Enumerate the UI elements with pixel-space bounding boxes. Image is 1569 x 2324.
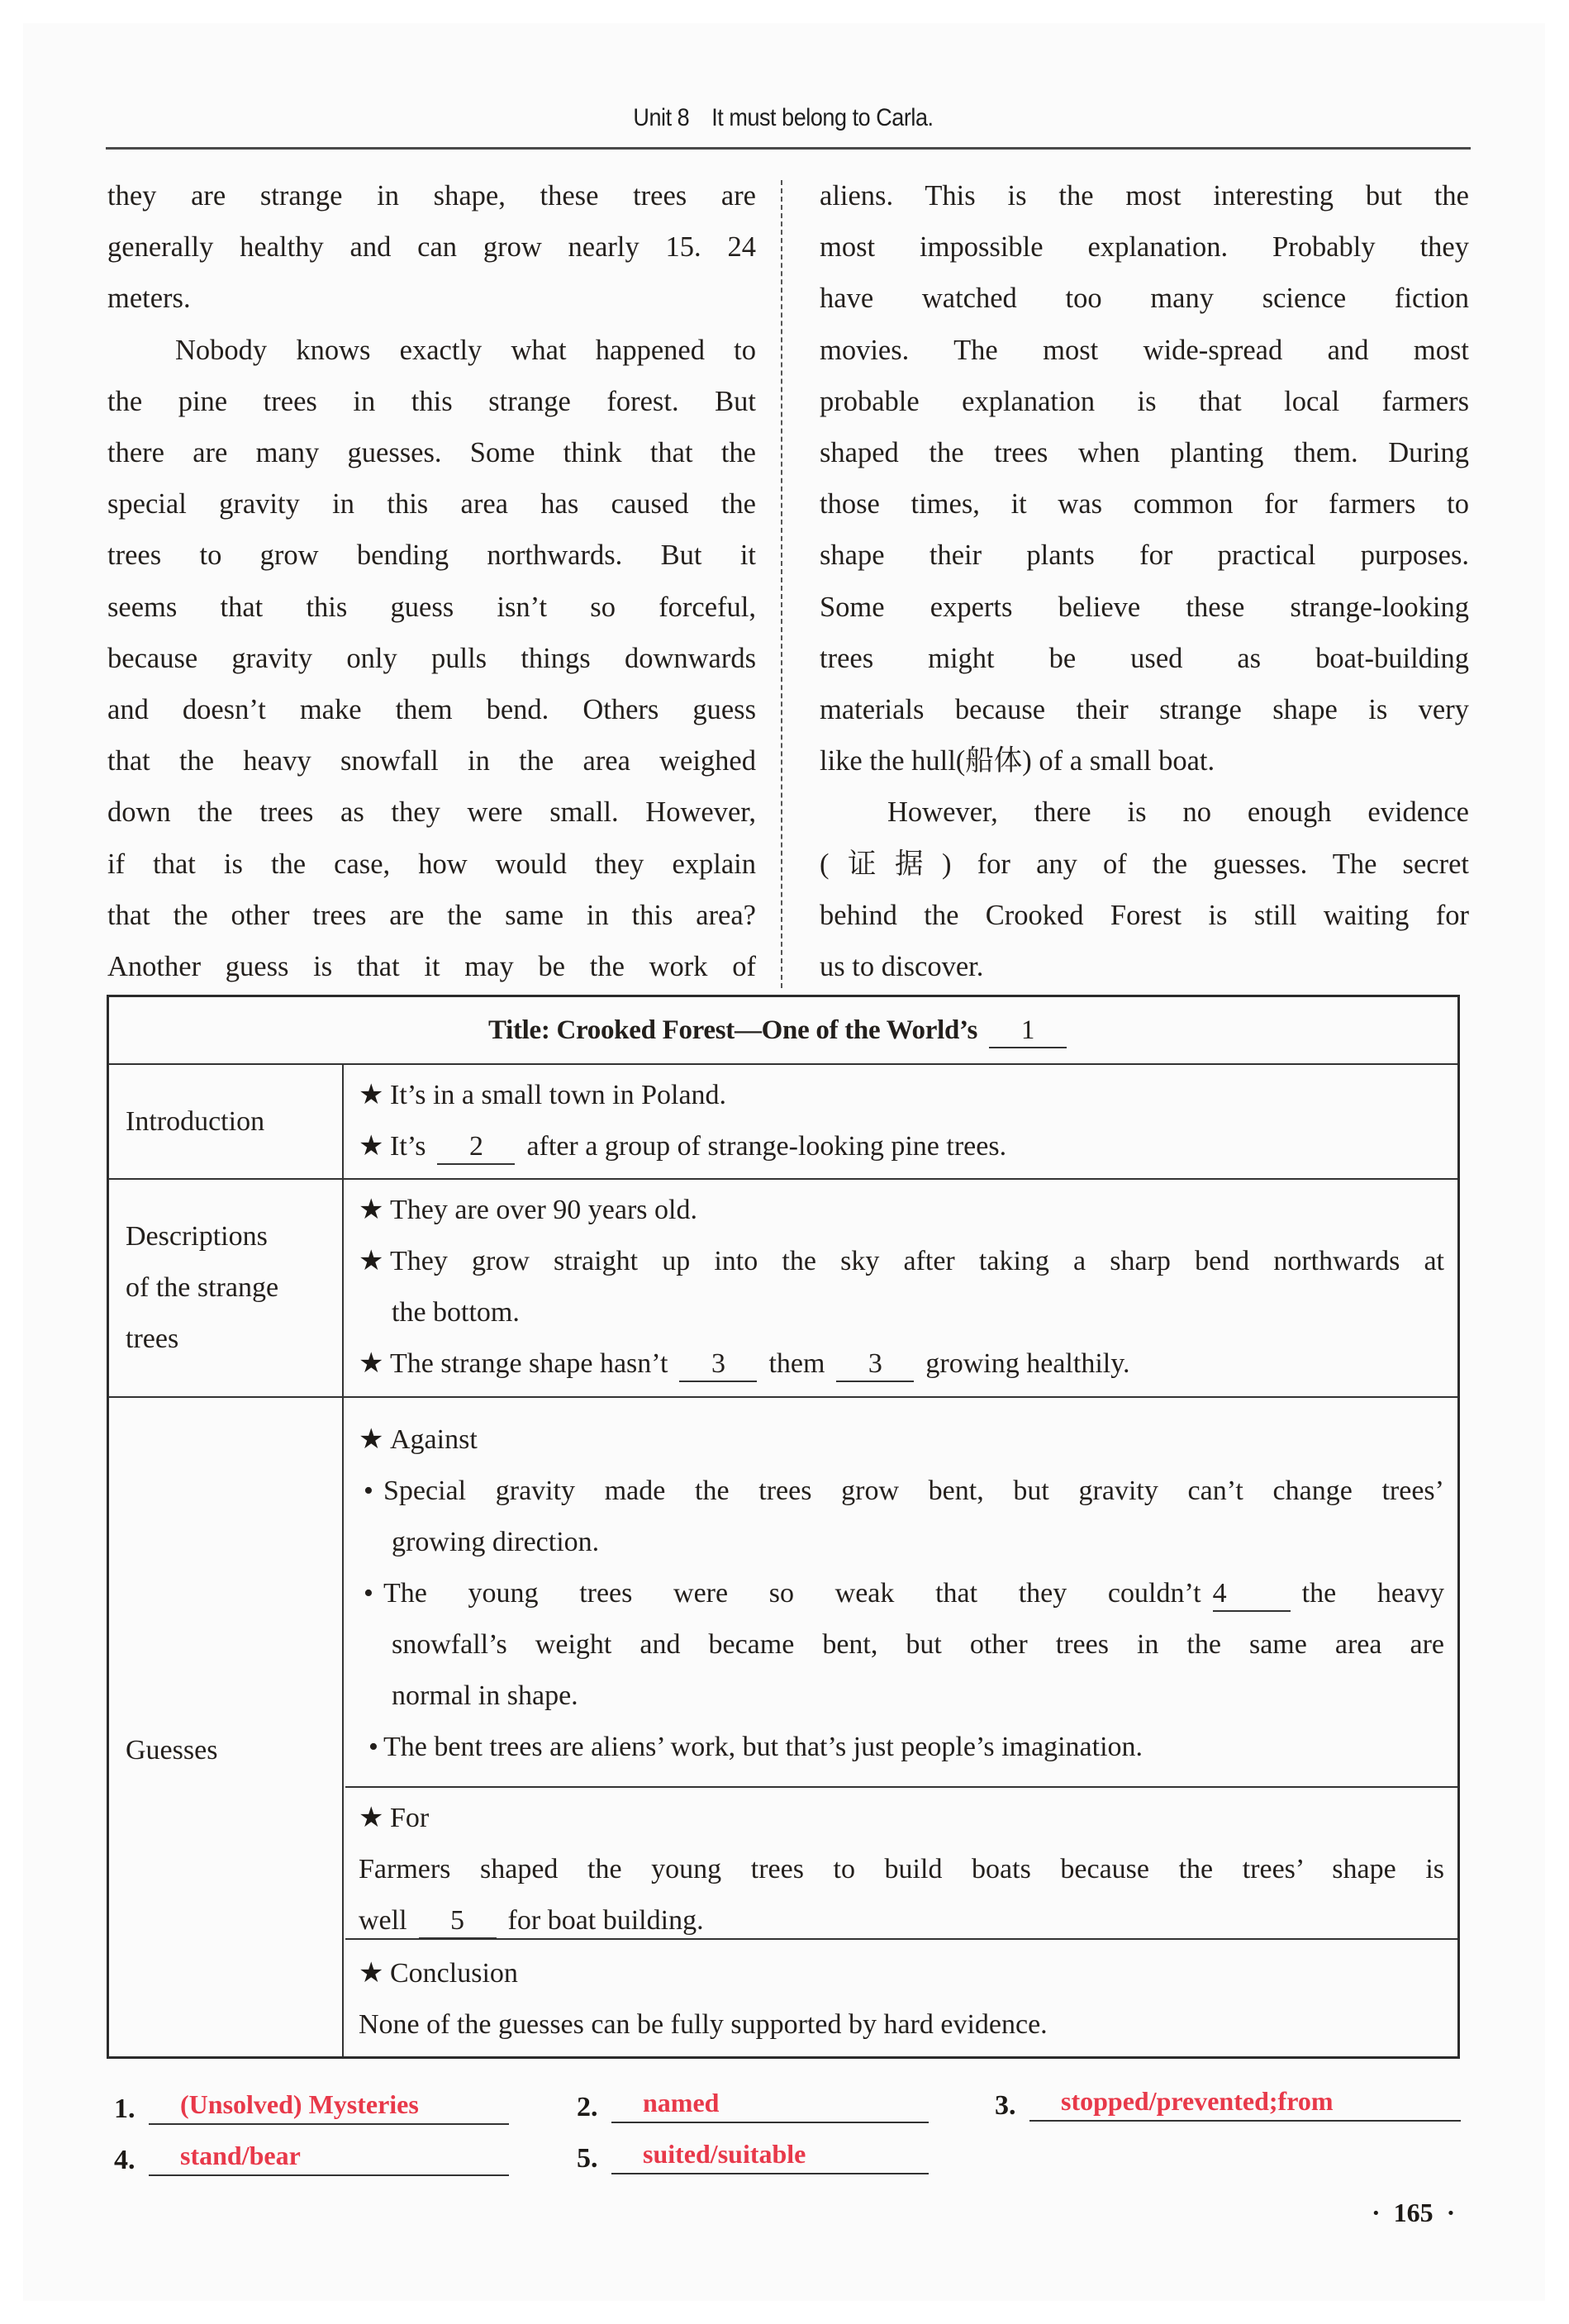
unit-title: It must belong to Carla. [711,104,934,131]
answer-field-4[interactable] [149,2136,509,2176]
content-line: snowfall’s weight and became bent, but other trees in the same area are [392,1629,1444,1660]
content-line: Special gravity made the trees grow bent, but gravity can’t change trees’ [383,1476,1444,1506]
passage-left-column [107,170,756,992]
content-line: None of the guesses can be fully supported by hard evidence. [359,2009,1048,2040]
passage-line: like the hull(船体) of a small boat. [820,745,1215,777]
passage-line: movies. The most wide-spread and most [820,334,1469,366]
section-heading: Conclusion [390,1958,518,1989]
star-icon: ★ [359,1803,384,1833]
row-content-introduction [345,1063,1457,1178]
blank-5[interactable]: 5 [419,1904,497,1939]
star-icon: ★ [359,1131,384,1162]
passage-line: shape their plants for practical purposes. [820,539,1469,572]
row-label-guesses [109,1398,344,2056]
content-line: They grow straight up into the sky after taking a sharp bend northwards at [390,1246,1444,1276]
guesses-conclusion [345,1940,1457,2056]
passage-line: Some experts believe these strange-looking [820,591,1469,623]
guesses-for [345,1788,1457,1940]
answer-2 [577,2084,929,2123]
content-line: the bottom. [392,1297,520,1328]
passage-line: seems that this guess isn’t so forceful, [107,591,756,623]
star-icon: ★ [359,1424,384,1455]
answer-value: (Unsolved) Mysteries [180,2089,419,2119]
answer-1 [114,2085,509,2125]
content-line: growing direction. [392,1527,600,1557]
passage-line: the pine trees in this strange forest. But [107,385,756,417]
answer-value: suited/suitable [643,2139,806,2169]
content-line: Farmers shaped the young trees to build boats because the trees’ shape is [359,1854,1444,1884]
answer-value: stand/bear [180,2141,301,2170]
row-label-text: Descriptions [126,1221,268,1252]
content-line: the heavy [1301,1578,1445,1609]
star-icon: ★ [359,1246,384,1276]
content-line: It’s [390,1131,426,1162]
passage-line: us to discover. [820,951,984,983]
answer-value: stopped/prevented;from [1061,2086,1334,2116]
table-title [109,997,1457,1065]
row-label-text: of the strange [126,1272,279,1303]
content-line: The bent trees are aliens’ work, but that’s just people’s imagination. [383,1732,1143,1762]
content-line: for boat building. [507,1905,704,1936]
content-line: them [768,1348,825,1379]
passage-line: down the trees as they were small. However, [107,796,756,829]
passage-line: Another guess is that it may be the work of [107,951,756,983]
passage-line: have watched too many science fiction [820,283,1469,315]
answer-field-5[interactable] [611,2135,929,2174]
passage-line: However, there is no enough evidence [887,796,1469,829]
passage-line: because gravity only pulls things downwards [107,642,756,674]
star-icon: ★ [359,1348,384,1379]
summary-table [107,995,1460,2059]
section-heading: For [390,1803,430,1833]
unit-label: Unit 8 [633,104,690,131]
answer-field-2[interactable] [611,2084,929,2123]
passage-line: special gravity in this area has caused the [107,488,756,520]
table-row-introduction [109,1063,1457,1180]
answer-number: 5. [577,2143,598,2174]
header-rule [106,147,1471,150]
content-line: well [359,1905,407,1936]
content-line: The strange shape hasn’t [390,1348,668,1379]
answer-5 [577,2135,929,2174]
running-header [174,104,1393,132]
star-icon: ★ [359,1195,384,1225]
row-label-introduction [109,1063,344,1178]
passage-line: if that is the case, how would they explain [107,848,756,880]
passage-line: trees might be used as boat-building [820,642,1469,674]
passage-line: materials because their strange shape is very [820,694,1469,726]
content-line: normal in shape. [392,1680,578,1711]
section-heading: Against [390,1424,478,1455]
row-content-guesses [345,1398,1457,2056]
passage-line: there are many guesses. Some think that the [107,437,756,469]
passage-line: they are strange in shape, these trees are [107,180,756,211]
passage-line: that the other trees are the same in this area? [107,899,756,931]
answer-4 [114,2136,509,2176]
answer-value: named [643,2088,720,2117]
answer-key [106,2085,1477,2201]
table-row-descriptions [109,1180,1457,1398]
bullet-icon: • [368,1732,378,1762]
column-divider [781,180,782,988]
passage-line: most impossible explanation. Probably they [820,231,1469,264]
passage-line: behind the Crooked Forest is still waiting for [820,899,1469,931]
blank-3b[interactable]: 3 [836,1347,914,1382]
content-line: after a group of strange-looking pine trees. [526,1131,1007,1162]
blank-3a[interactable]: 3 [679,1347,757,1382]
content-line: They are over 90 years old. [390,1195,697,1225]
answer-field-1[interactable] [149,2085,509,2125]
bullet-icon: • [364,1578,373,1609]
bullet-icon: • [364,1476,373,1506]
blank-2[interactable]: 2 [437,1130,515,1165]
row-label-text: trees [126,1324,179,1354]
passage-line: trees to grow bending northwards. But it [107,539,756,572]
answer-number: 2. [577,2092,598,2122]
content-line: growing healthily. [925,1348,1130,1379]
row-label-descriptions [109,1180,344,1396]
answer-number: 1. [114,2094,136,2124]
passage-line: that the heavy snowfall in the area weighed [107,745,756,777]
row-label-text: Guesses [126,1735,218,1766]
passage-line: shaped the trees when planting them. During [820,437,1469,469]
row-label-text: Introduction [126,1106,265,1137]
content-line: It’s in a small town in Poland. [390,1080,727,1110]
blank-4[interactable]: 4 [1213,1577,1291,1612]
guesses-against [345,1398,1457,1788]
blank-1[interactable]: 1 [989,1014,1067,1048]
passage-right-column [820,170,1469,992]
answer-3 [995,2082,1461,2122]
table-title-text: Title: Crooked Forest—One of the World’s [487,1015,978,1045]
answer-number: 3. [995,2090,1016,2121]
passage-line: probable explanation is that local farmers [820,385,1469,417]
passage-line: aliens. This is the most interesting but the [820,180,1469,211]
passage-line: meters. [107,283,191,315]
passage-line: and doesn’t make them bend. Others guess [107,694,756,726]
content-line: The young trees were so weak that they couldn’t [383,1578,1201,1609]
passage-line: Nobody knows exactly what happened to [175,334,756,366]
answer-number: 4. [114,2145,136,2175]
passage-line: generally healthy and can grow nearly 15. 24 [107,231,756,264]
answer-field-3[interactable] [1029,2082,1461,2122]
star-icon: ★ [359,1958,384,1989]
table-row-guesses [109,1398,1457,2056]
passage-line: those times, it was common for farmers to [820,488,1469,520]
star-icon: ★ [359,1080,384,1110]
row-content-descriptions [345,1180,1457,1396]
page-number: · 165 · [1372,2198,1456,2227]
passage-line: (证据) for any of the guesses. The secret [820,848,1469,880]
